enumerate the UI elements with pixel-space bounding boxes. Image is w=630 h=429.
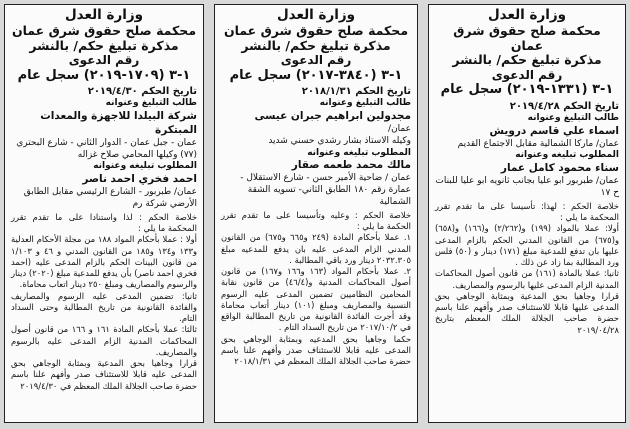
body-paragraph: أولا : عملا بأحكام المواد ١٨٨ من مجلة الأحكام العدلية و١٣٣ و١٣٤ و١٨٥ من القانون المدني و ٤٦ و ١/١٠٣ من قانون البينات الحكم بالزام المدعى عليه (احمد فخري احمد ناصر) بأن يدفع للمدعية مبلغ (٢٠٢٠) دينار والرسوم والمصاريف ومبلغ ٢٥٠ دينار اتعاب محاماة. (11, 234, 198, 290)
requester-name: شركة البيلدا للاجهزة والمعدات المبتكرة (40, 109, 197, 136)
body-paragraph: ثانيا: تضمين المدعى عليه الرسوم والمصاريف والفائدة القانونية من تاريخ المطالبة وحتى السداد التام. (11, 290, 197, 324)
notice-2 (214, 4, 418, 423)
party-address: عمان/ طبربور ابو عليا بجانب ثانويه ابو عليا للبنات ح ١٧ (435, 176, 619, 199)
ministry-title: وزارة العدل (276, 7, 356, 23)
requester-address: عمان/ (388, 123, 411, 134)
case-label: رقم الدعوى (491, 68, 563, 83)
body-paragraph: ثانيا: عملا بالمادة (١٦١) من قانون أصول المحاكمات المدنية الزام المدعى عليها بالرسوم والمصاريف. (435, 268, 619, 290)
notice-type: مذكرة تبليغ حكم/ بالنشر (241, 37, 391, 53)
party-address: عمان/ طبربور - الشارع الرئيسي مقابل الطابق الأرضي شركة رم (23, 187, 197, 210)
requester-label: طالب التبليغ وعنوانه (105, 98, 197, 109)
requester-label: طالب التبليغ وعنوانه (527, 112, 619, 123)
case-number: ١-٣ (١٣٣١-٢٠١٩) سجل عام (440, 82, 614, 98)
party-label: المطلوب تبليغه وعنوانه (515, 150, 619, 161)
judgment-body (221, 210, 411, 368)
body-paragraph: قرارا وجاهيا بحق المدعية وبمثابة الوجاهي بحق المدعى عليه قابلا للاستئناف صدر وأفهم علنا باسم حضرة صاحب الجلالة الملك المعظم في ٢٠١٩/٤/٣٠ (11, 358, 197, 391)
case-label: رقم الدعوى (68, 53, 140, 68)
body-paragraph: ٢. عملا بأحكام المواد (١٦٣ و١٦٦ و١٦٧) من قانون أصول المحاكمات المدنية و(٤٦/٤) من قانون نقابة المحامين النظاميين تضمين المدعى عليه الرسوم النسبية والمصاريف ومبلغ (١٠١) دينار أتعاب محاماة وقد أجرت الفائدة القانونية من تاريخ المطالبة الواقع في ٢٠١٧/١٠/٢ من تاريخ السداد التام . (221, 266, 411, 333)
requester-attorney: وكيله الاستاذ بشار رشدي حسني شديد (268, 135, 411, 146)
party-label: المطلوب تبليغه وعنوانه (307, 147, 411, 158)
court-name: محكمة صلح حقوق شرق عمان (11, 22, 197, 38)
body-paragraph: خلاصة الحكم : لهذا: تأسيسا على ما تقدم تقرر المحكمة ما يلي : (435, 200, 619, 223)
judgment-date: تاريخ الحكم ٢٠١٨/١/٣١ (301, 85, 411, 97)
party-name: سناء محمود كامل عمار (500, 162, 619, 175)
body-paragraph: أولا: عملا بالمواد (١٩٩) و(٢/٢٦٢) و(١٦٦) و(٦٥٨) و(٦٧٥) من القانون المدني الحكم بالزام المدعى عليها بان تدفع للمدعية مبلغ (١٧١) دينار و (٥٠) فلس ورد المطالبة بما زاد عن ذلك . (435, 223, 619, 268)
court-name: محكمة صلح حقوق شرق عمان (453, 22, 601, 53)
case-number: ١-٣ (١٧٠٩-٢٠١٩) سجل عام (17, 67, 191, 83)
body-paragraph: ثالثا: عملا بأحكام المادة ١٦١ و ١٦٦ من قانون أصول المحاكمات المدنية الزام المدعى عليه بالرسوم والمصاريف. (11, 324, 197, 357)
notice-1 (428, 4, 626, 423)
requester-label: طالب التبليغ وعنوانه (319, 98, 411, 109)
body-paragraph: خلاصة الحكم : لذا واستنادا على ما تقدم تقرر المحكمة ما يلي : (11, 211, 197, 234)
party-name: مالك محمد طعمه صقار (291, 159, 411, 172)
judgment-body (11, 212, 197, 392)
ministry-title: وزارة العدل (64, 7, 144, 23)
body-paragraph: حكما وجاهيا بحق المدعيه وبمثابة الوجاهي بحق المدعى عليه قابلا للاستئناف صدر وأفهم علنا باسم حضرة صاحب الجلالة الملك المعظم في ٢٠١٨/١/٣١ (221, 333, 411, 367)
judgment-date: تاريخ الحكم ٢٠١٩/٤/٢٨ (509, 100, 619, 112)
ministry-title: وزارة العدل (487, 7, 567, 23)
case-number: ١-٣ (٣٨٤٠-٢٠١٧) سجل عام (229, 67, 403, 83)
requester-address: عمان - جبل عمان - الدوار الثاني - شارع البحتري (٧٧) وكيلها المحامي صلاح غزاله (16, 137, 197, 160)
notice-type: مذكرة تبليغ حكم/ بالنشر (452, 52, 602, 68)
judgment-date: تاريخ الحكم ٢٠١٩/٤/٣٠ (87, 85, 197, 97)
notice-3 (4, 4, 204, 423)
notice-type: مذكرة تبليغ حكم/ بالنشر (29, 37, 179, 53)
court-name: محكمة صلح حقوق شرق عمان (223, 22, 409, 38)
body-paragraph: قرارا وجاهيا بحق المدعية وبمثابة الوجاهي بحق المدعى عليها قابلا للاستئناف صدر وأفهم علنا باسم حضرة صاحب الجلالة الملك المعظم بتاريخ ٢٠١٩/٠٤/٢٨ (435, 290, 619, 335)
body-paragraph: خلاصة الحكم : وعليه وتأسيسا على ما تقدم تقرر الحكمة ما يلي : (221, 209, 411, 232)
requester-address: عمان/ ماركا الشمالية مقابل الاجتماع القديم (457, 138, 619, 149)
party-label: المطلوب تبليغه وعنوانه (93, 161, 197, 172)
requester-name: اسماء علي قاسم درويش (489, 124, 619, 137)
body-paragraph: ١. عملا بأحكام المادة (٢٤٩ و٦٦٥ و٦٧٥) من القانون المدني الزام المدعى عليه بان يدفع للمدعيه مبلغ ٢٠٣٢.٣٠٥ دينار ورد باقي المطالبة . (221, 232, 411, 265)
party-name: احمد فخري احمد ناصر (82, 173, 197, 186)
case-label: رقم الدعوى (280, 53, 352, 68)
requester-name: مجدولين ابراهيم جبران عيسى (254, 109, 411, 122)
judgment-body (435, 201, 619, 336)
party-address: عمان / ضاحية الأمير حسن - شارع الاستقلال - عمارة رقم ١٨٠ الطابق الثاني- تسويه الشقة الشمالية (240, 173, 411, 208)
